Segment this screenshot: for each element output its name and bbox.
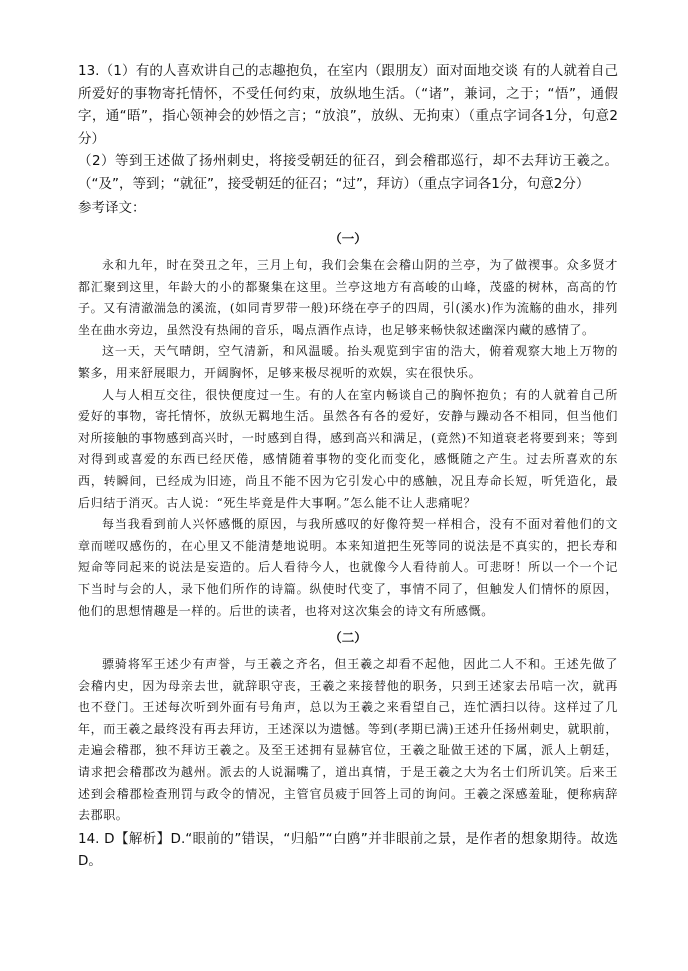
section2-heading: （二） bbox=[329, 630, 367, 646]
q13-answer-part2: （2）等到王述做了扬州刺史，将接受朝廷的征召，到会稽郡巡行，却不去拜访王羲之。（“及”，等到；“就征”，接受朝廷的征召；“过”，拜访）（重点字词各1分，句意2分） bbox=[78, 153, 618, 192]
q13-answer-part1: 13.（1）有的人喜欢讲自己的志趣抱负，在室内（跟朋友）面对面地交谈 有的人就着自己所爱好的事物寄托情怀，不受任何约束，放纵地生活。（“诸”，兼词，之于；“悟”，通假字，通“晤”，指心领神会的妙悟之言；“放浪”，放纵、无拘束）（重点字词各1分，句意2分） bbox=[78, 63, 618, 147]
section1-paragraph: 这一天，天气晴朗，空气清新，和风温暖。抬头观览到宇宙的浩大，俯着观察大地上万物的繁多，用来舒展眼力，开阔胸怀，足够来极尽视听的欢娱，实在很快乐。 bbox=[78, 344, 618, 380]
section1-paragraph: 每当我看到前人兴怀感慨的原因，与我所感叹的好像符契一样相合，没有不面对着他们的文章而嗟叹感伤的，在心里又不能清楚地说明。本来知道把生死等同的说法是不真实的，把长寿和短命等同起来的说法是妄造的。后人看待今人，也就像今人看待前人。可悲呀！所以一个一个记下当时与会的人，录下他们所作的诗篇。纵使时代变了，事情不同了，但触发人们情怀的原因，他们的思想情趣是一样的。后世的读者，也将对这次集会的诗文有所感慨。 bbox=[78, 517, 618, 618]
section1-heading: （一） bbox=[329, 231, 367, 246]
section1-translation bbox=[78, 255, 618, 622]
section1-paragraph: 永和九年，时在癸丑之年，三月上旬，我们会集在会稽山阴的兰亭，为了做禊事。众多贤才都汇聚到这里，年龄大的小的都聚集在这里。兰亭这地方有高峻的山峰，茂盛的树林，高高的竹子。又有清澈湍急的溪流，(如同青罗带一般)环绕在亭子的四周，引(溪水)作为流觞的曲水，排列坐在曲水旁边，虽然没有热闹的音乐，喝点酒作点诗，也足够来畅快叙述幽深内藏的感情了。 bbox=[78, 258, 618, 337]
reference-translation-label: 参考译文： bbox=[78, 200, 146, 216]
section1-paragraph: 人与人相互交往，很快便度过一生。有的人在室内畅谈自己的胸怀抱负；有的人就着自己所爱好的事物，寄托情怀，放纵无羁地生活。虽然各有各的爱好，安静与躁动各不相同，但当他们对所接触的事物感到高兴时，一时感到自得，感到高兴和满足，(竟然)不知道衰老将要到来；等到对得到或喜爱的东西已经厌倦，感情随着事物的变化而变化，感慨随之产生。过去所喜欢的东西，转瞬间，已经成为旧迹，尚且不能不因为它引发心中的感触，况且寿命长短，听凭造化，最后归结于消灭。古人说：“死生毕竟是件大事啊。”怎么能不让人悲痛呢？ bbox=[78, 387, 618, 510]
q14-answer: 14. D【解析】D.“眼前的”错误，“归船”“白鸥”并非眼前之景，是作者的想象期待。故选D。 bbox=[78, 830, 618, 870]
document-page bbox=[78, 60, 618, 873]
section2-paragraph: 骠骑将军王述少有声誉，与王羲之齐名，但王羲之却看不起他，因此二人不和。王述先做了会稽内史，因为母亲去世，就辞职守丧，王羲之来接替他的职务，只到王述家去吊唁一次，就再也不登门。王述每次听到外面有号角声，总以为王羲之来看望自己，连忙洒扫以待。这样过了几年，而王羲之最终没有再去拜访，王述深以为遗憾。等到(孝期已满)王述升任扬州刺史，就职前，走遍会稽郡，独不拜访王羲之。及至王述拥有显赫官位，王羲之耻做王述的下属，派人上朝廷，请求把会稽郡改为越州。派去的人说漏嘴了，道出真情，于是王羲之大为名士们所讥笑。后来王述到会稽郡检查刑罚与政令的情况，主管官员疲于回答上司的询问。王羲之深感羞耻，便称病辞去郡职。 bbox=[78, 657, 618, 823]
section2-translation bbox=[78, 654, 618, 827]
